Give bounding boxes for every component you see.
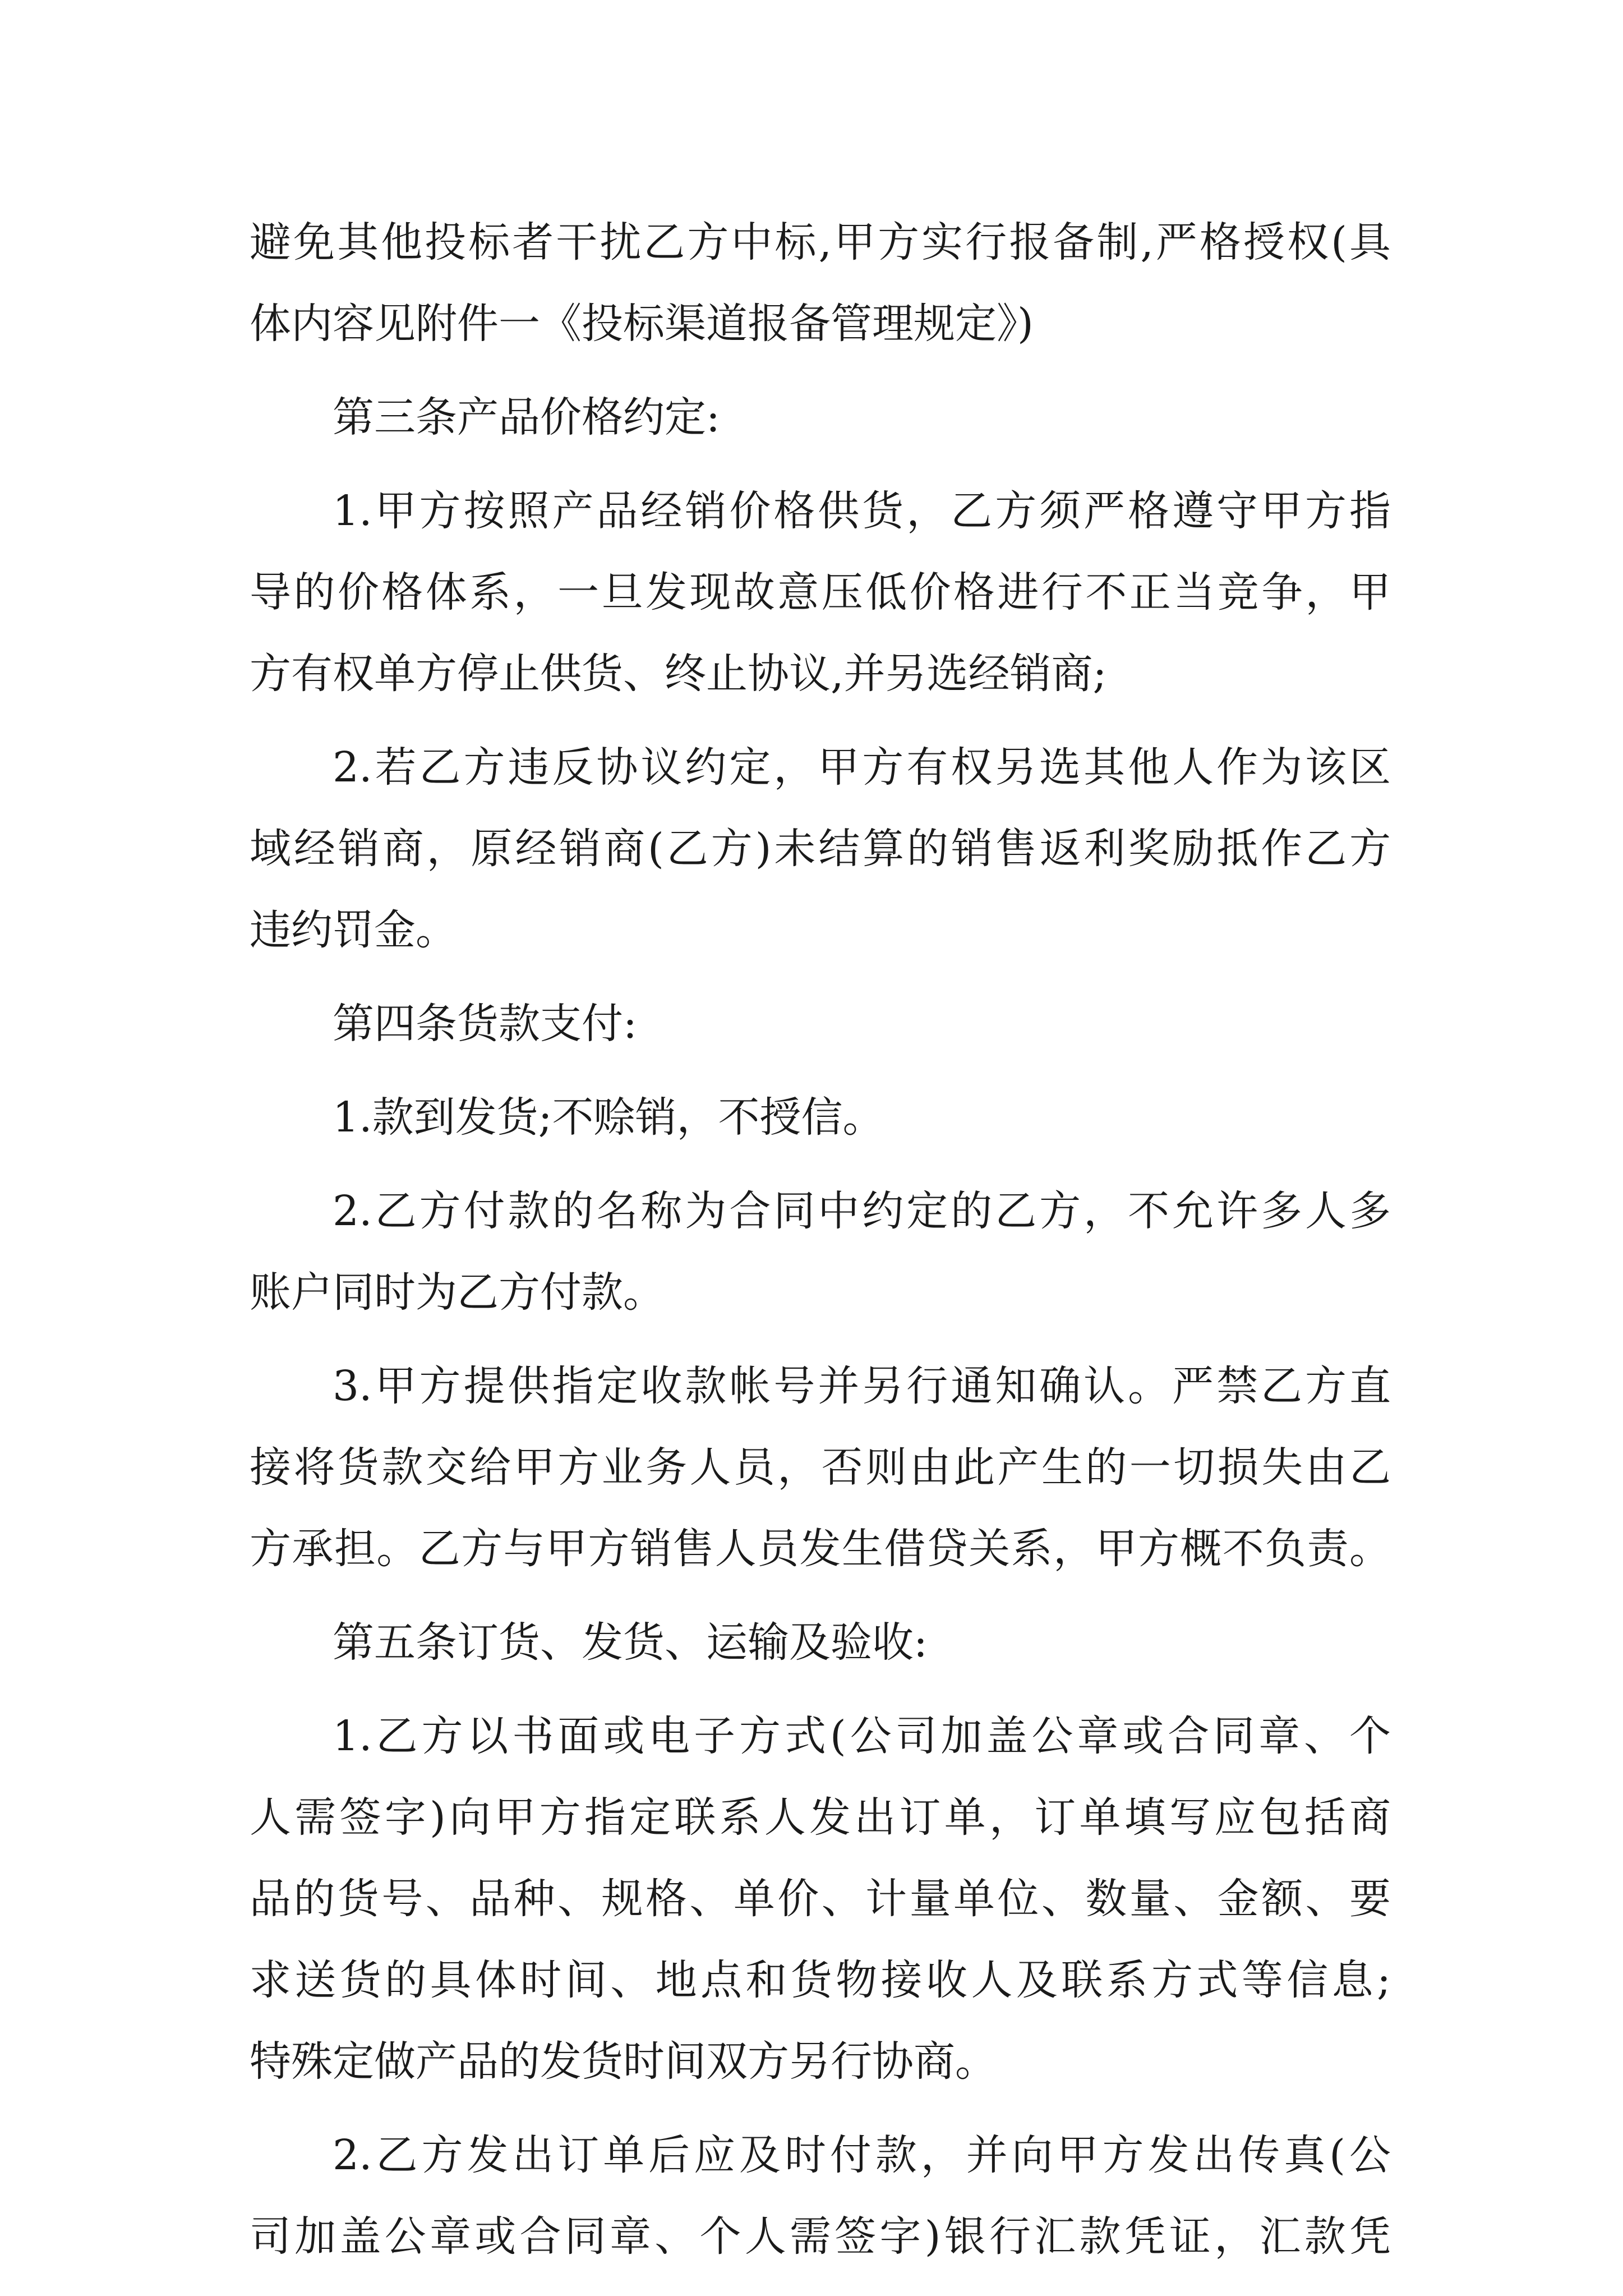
text-line: 特殊定做产品的发货时间双方另行协商。 <box>250 2037 997 2086</box>
text-line: 人需签字)向甲方指定联系人发出订单，订单填写应包括商 <box>250 1793 1391 1842</box>
paragraph-gap <box>250 715 1391 727</box>
text-line: 第三条产品价格约定: <box>333 393 720 441</box>
text-line: 第五条订货、发货、运输及验收: <box>333 1618 928 1667</box>
text-line: 方承担。乙方与甲方销售人员发生借贷关系，甲方概不负责。 <box>250 1525 1391 1573</box>
text-line: 司加盖公章或合同章、个人需签字)银行汇款凭证，汇款凭 <box>250 2212 1391 2261</box>
text-line: 方有权单方停止供货、终止协议,并另选经销商; <box>250 650 1107 698</box>
paragraph-gap <box>250 1065 1391 1077</box>
text-line: 避免其他投标者干扰乙方中标,甲方实行报备制,严格授权(具 <box>250 218 1391 266</box>
paragraph-gap <box>250 365 1391 377</box>
text-line: 体内容见附件一《投标渠道报备管理规定》) <box>250 300 1034 348</box>
text-line: 求送货的具体时间、地点和货物接收人及联系方式等信息; <box>250 1956 1391 2004</box>
text-line: 1.甲方按照产品经销价格供货，乙方须严格遵守甲方指 <box>333 487 1391 535</box>
text-line: 品的货号、品种、规格、单价、计量单位、数量、金额、要 <box>250 1875 1391 1923</box>
text-line: 导的价格体系，一旦发现故意压低价格进行不正当竞争，甲 <box>250 568 1391 616</box>
paragraph-gap <box>250 1158 1391 1171</box>
text-line: 接将货款交给甲方业务人员，否则由此产生的一切损失由乙 <box>250 1443 1391 1492</box>
text-line: 1.乙方以书面或电子方式(公司加盖公章或合同章、个 <box>333 1712 1391 1760</box>
text-line: 第四条货款支付: <box>333 1000 637 1048</box>
paragraph-gap <box>250 2102 1391 2115</box>
text-line: 3.甲方提供指定收款帐号并另行通知确认。严禁乙方直 <box>333 1362 1391 1410</box>
text-line: 2.乙方发出订单后应及时付款，并向甲方发出传真(公 <box>333 2131 1391 2179</box>
paragraph-gap <box>250 971 1391 983</box>
paragraph-gap <box>250 1590 1391 1602</box>
text-line: 2.若乙方违反协议约定，甲方有权另选其他人作为该区 <box>333 743 1391 792</box>
paragraph-gap <box>250 1333 1391 1346</box>
text-line: 1.款到发货;不赊销，不授信。 <box>333 1093 884 1142</box>
text-line: 2.乙方付款的名称为合同中约定的乙方，不允许多人多 <box>333 1187 1391 1235</box>
paragraph-gap <box>250 1683 1391 1696</box>
document-body <box>250 202 1391 2277</box>
text-line: 账户同时为乙方付款。 <box>250 1268 665 1317</box>
text-line: 域经销商，原经销商(乙方)未结算的销售返利奖励抵作乙方 <box>250 825 1391 873</box>
paragraph-gap <box>250 458 1391 471</box>
text-line: 违约罚金。 <box>250 906 457 954</box>
